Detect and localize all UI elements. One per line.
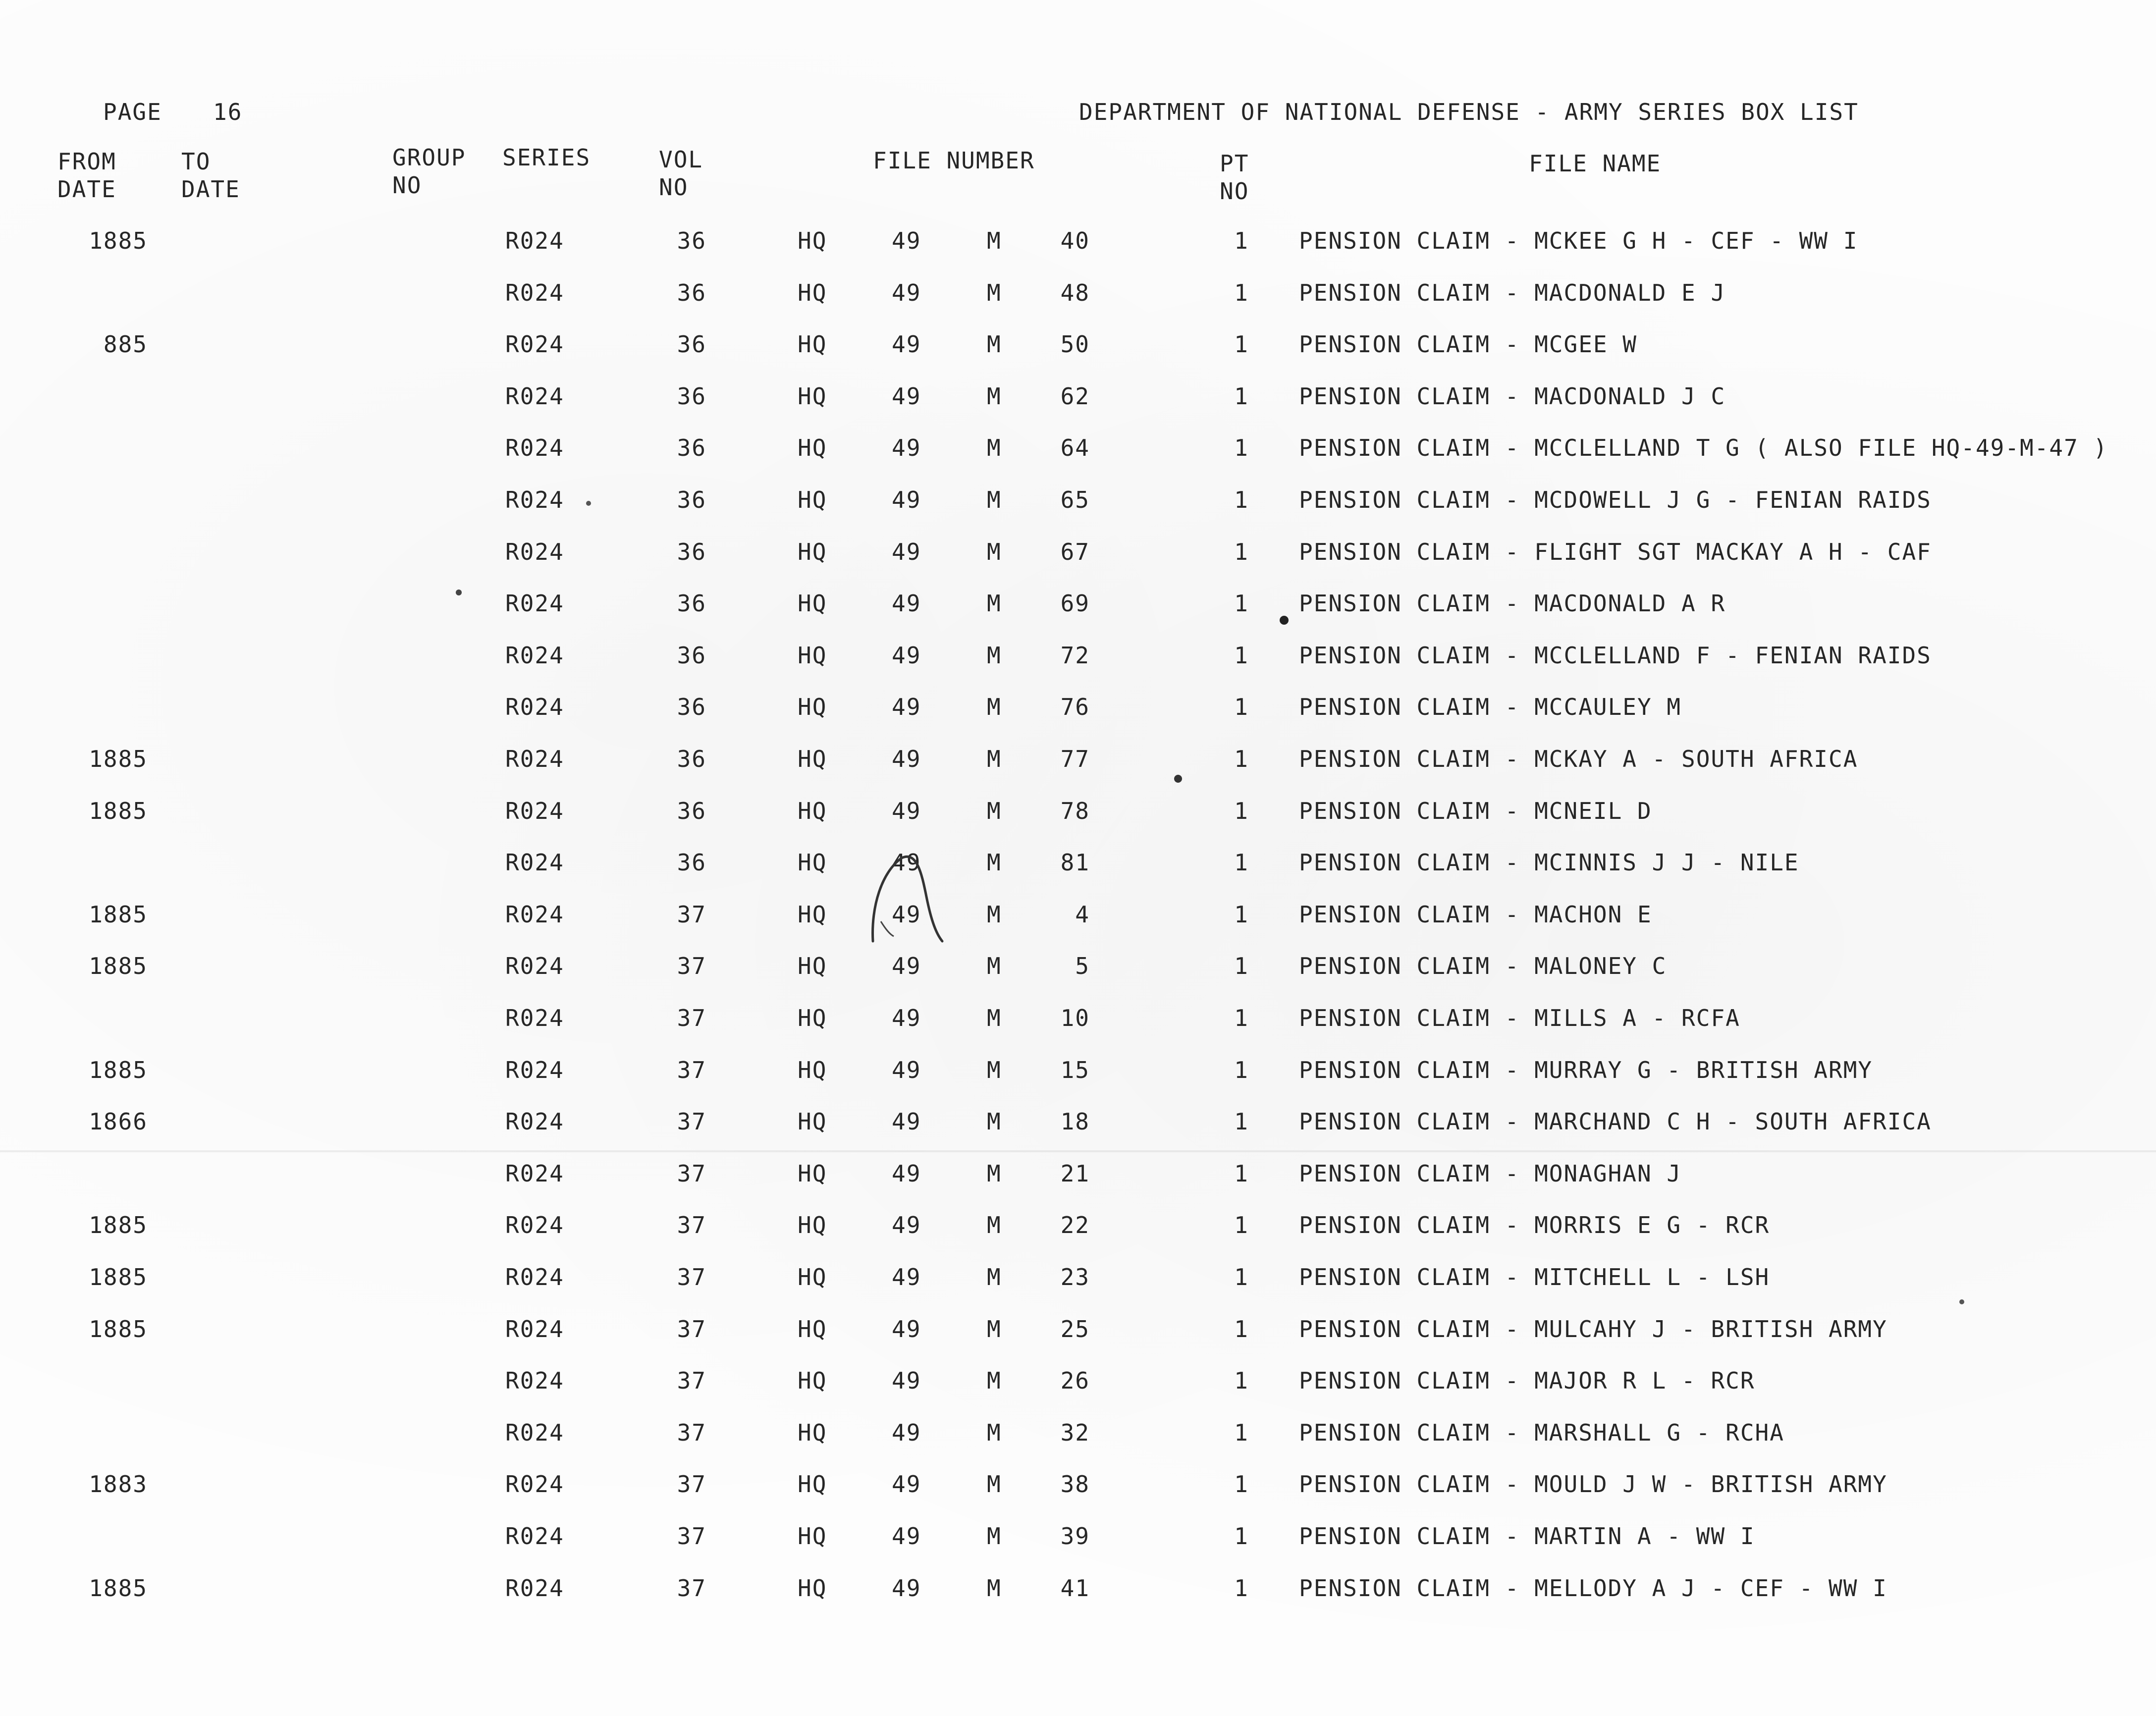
file-letter-cell: M [987, 434, 1002, 461]
vol-no-cell: 37 [677, 1212, 706, 1238]
file-secondary-cell: 76 [1060, 694, 1090, 720]
file-secondary-cell: 50 [1060, 331, 1090, 358]
series-cell: R024 [505, 849, 564, 876]
file-name-cell: PENSION CLAIM - MCCLELLAND T G ( ALSO FILE HQ-49-M-47 ) [1299, 434, 2108, 461]
series-cell: R024 [505, 1057, 564, 1083]
vol-no-cell: 37 [677, 1523, 706, 1550]
file-prefix-cell: HQ [798, 1057, 827, 1083]
file-secondary-cell: 69 [1060, 590, 1090, 617]
series-cell: R024 [505, 694, 564, 720]
file-letter-cell: M [987, 383, 1002, 410]
vol-no-cell: 37 [677, 1160, 706, 1187]
series-cell: R024 [505, 1575, 564, 1602]
file-prefix-cell: HQ [798, 901, 827, 928]
file-prefix-cell: HQ [798, 1005, 827, 1031]
file-prefix-cell: HQ [798, 1316, 827, 1342]
file-prefix-cell: HQ [798, 642, 827, 669]
file-letter-cell: M [987, 227, 1002, 254]
file-primary-cell: 49 [892, 1575, 921, 1602]
file-name-cell: PENSION CLAIM - MCCLELLAND F - FENIAN RAIDS [1299, 642, 1932, 669]
file-secondary-cell: 78 [1060, 798, 1090, 824]
file-primary-cell: 49 [892, 383, 921, 410]
pt-no-cell: 1 [1234, 1264, 1249, 1290]
file-primary-cell: 49 [892, 590, 921, 617]
series-cell: R024 [505, 279, 564, 306]
vol-no-cell: 36 [677, 383, 706, 410]
file-letter-cell: M [987, 1367, 1002, 1394]
vol-no-cell: 36 [677, 331, 706, 358]
file-name-cell: PENSION CLAIM - MACDONALD A R [1299, 590, 1726, 617]
file-prefix-cell: HQ [798, 694, 827, 720]
series-cell: R024 [505, 1367, 564, 1394]
file-secondary-cell: 62 [1060, 383, 1090, 410]
file-primary-cell: 49 [892, 434, 921, 461]
file-name-cell: PENSION CLAIM - MONAGHAN J [1299, 1160, 1682, 1187]
pt-no-cell: 1 [1234, 798, 1249, 824]
file-secondary-cell: 4 [1075, 901, 1090, 928]
file-letter-cell: M [987, 1005, 1002, 1031]
file-letter-cell: M [987, 746, 1002, 772]
file-letter-cell: M [987, 279, 1002, 306]
file-primary-cell: 49 [892, 1316, 921, 1342]
file-name-cell: PENSION CLAIM - MCKEE G H - CEF - WW I [1299, 227, 1858, 254]
file-prefix-cell: HQ [798, 849, 827, 876]
file-name-cell: PENSION CLAIM - MELLODY A J - CEF - WW I [1299, 1575, 1887, 1602]
pt-no-cell: 1 [1234, 331, 1249, 358]
file-secondary-cell: 77 [1060, 746, 1090, 772]
column-header-group-no-line1: GROUP [392, 144, 466, 171]
file-secondary-cell: 5 [1075, 953, 1090, 979]
file-name-cell: PENSION CLAIM - MARTIN A - WW I [1299, 1523, 1755, 1550]
file-prefix-cell: HQ [798, 538, 827, 565]
vol-no-cell: 37 [677, 1057, 706, 1083]
series-cell: R024 [505, 383, 564, 410]
pt-no-cell: 1 [1234, 1160, 1249, 1187]
file-letter-cell: M [987, 538, 1002, 565]
file-secondary-cell: 10 [1060, 1005, 1090, 1031]
file-letter-cell: M [987, 1057, 1002, 1083]
series-cell: R024 [505, 331, 564, 358]
from-date-cell: 1885 [89, 1575, 148, 1602]
from-date-cell: 1885 [89, 901, 148, 928]
file-primary-cell: 49 [892, 849, 921, 876]
file-primary-cell: 49 [892, 538, 921, 565]
series-cell: R024 [505, 1471, 564, 1498]
file-prefix-cell: HQ [798, 1575, 827, 1602]
series-cell: R024 [505, 434, 564, 461]
column-header-to-date-line2: DATE [181, 176, 240, 203]
vol-no-cell: 36 [677, 746, 706, 772]
file-name-cell: PENSION CLAIM - MARSHALL G - RCHA [1299, 1419, 1784, 1446]
file-prefix-cell: HQ [798, 1419, 827, 1446]
pt-no-cell: 1 [1234, 849, 1249, 876]
file-prefix-cell: HQ [798, 798, 827, 824]
file-letter-cell: M [987, 1160, 1002, 1187]
file-name-cell: PENSION CLAIM - MARCHAND C H - SOUTH AFRICA [1299, 1108, 1932, 1135]
file-secondary-cell: 18 [1060, 1108, 1090, 1135]
from-date-cell: 1885 [89, 953, 148, 979]
column-header-vol-no-line1: VOL [659, 146, 703, 173]
from-date-cell: 1883 [89, 1471, 148, 1498]
vol-no-cell: 36 [677, 642, 706, 669]
file-prefix-cell: HQ [798, 1160, 827, 1187]
file-name-cell: PENSION CLAIM - MCGEE W [1299, 331, 1637, 358]
file-primary-cell: 49 [892, 642, 921, 669]
file-prefix-cell: HQ [798, 434, 827, 461]
file-primary-cell: 49 [892, 279, 921, 306]
file-secondary-cell: 26 [1060, 1367, 1090, 1394]
file-prefix-cell: HQ [798, 1523, 827, 1550]
file-prefix-cell: HQ [798, 590, 827, 617]
series-cell: R024 [505, 1264, 564, 1290]
column-header-to-date-line1: TO [181, 148, 211, 175]
series-cell: R024 [505, 538, 564, 565]
pt-no-cell: 1 [1234, 1419, 1249, 1446]
file-primary-cell: 49 [892, 694, 921, 720]
series-cell: R024 [505, 590, 564, 617]
pt-no-cell: 1 [1234, 1471, 1249, 1498]
file-name-cell: PENSION CLAIM - MACDONALD J C [1299, 383, 1726, 410]
pt-no-cell: 1 [1234, 227, 1249, 254]
file-secondary-cell: 72 [1060, 642, 1090, 669]
page-label: PAGE [103, 99, 162, 125]
vol-no-cell: 37 [677, 1419, 706, 1446]
vol-no-cell: 37 [677, 1005, 706, 1031]
series-cell: R024 [505, 1316, 564, 1342]
file-name-cell: PENSION CLAIM - MCKAY A - SOUTH AFRICA [1299, 746, 1858, 772]
file-secondary-cell: 67 [1060, 538, 1090, 565]
file-name-cell: PENSION CLAIM - MCDOWELL J G - FENIAN RAIDS [1299, 486, 1932, 513]
vol-no-cell: 36 [677, 798, 706, 824]
pt-no-cell: 1 [1234, 746, 1249, 772]
series-cell: R024 [505, 901, 564, 928]
file-letter-cell: M [987, 331, 1002, 358]
file-prefix-cell: HQ [798, 1367, 827, 1394]
file-letter-cell: M [987, 1575, 1002, 1602]
vol-no-cell: 37 [677, 901, 706, 928]
from-date-cell: 1885 [89, 746, 148, 772]
file-secondary-cell: 32 [1060, 1419, 1090, 1446]
file-secondary-cell: 65 [1060, 486, 1090, 513]
from-date-cell: 1885 [89, 1057, 148, 1083]
file-secondary-cell: 25 [1060, 1316, 1090, 1342]
pt-no-cell: 1 [1234, 953, 1249, 979]
file-primary-cell: 49 [892, 1264, 921, 1290]
file-primary-cell: 49 [892, 901, 921, 928]
series-cell: R024 [505, 1108, 564, 1135]
file-secondary-cell: 22 [1060, 1212, 1090, 1238]
file-primary-cell: 49 [892, 798, 921, 824]
vol-no-cell: 37 [677, 1471, 706, 1498]
file-secondary-cell: 38 [1060, 1471, 1090, 1498]
file-prefix-cell: HQ [798, 331, 827, 358]
file-letter-cell: M [987, 486, 1002, 513]
series-cell: R024 [505, 1419, 564, 1446]
file-name-cell: PENSION CLAIM - MITCHELL L - LSH [1299, 1264, 1770, 1290]
vol-no-cell: 37 [677, 1108, 706, 1135]
pt-no-cell: 1 [1234, 279, 1249, 306]
file-name-cell: PENSION CLAIM - MACHON E [1299, 901, 1652, 928]
pt-no-cell: 1 [1234, 1367, 1249, 1394]
from-date-cell: 1885 [89, 1316, 148, 1342]
file-primary-cell: 49 [892, 746, 921, 772]
file-name-cell: PENSION CLAIM - MCCAULEY M [1299, 694, 1682, 720]
file-secondary-cell: 48 [1060, 279, 1090, 306]
page-number: 16 [213, 99, 243, 125]
file-secondary-cell: 39 [1060, 1523, 1090, 1550]
file-secondary-cell: 23 [1060, 1264, 1090, 1290]
series-cell: R024 [505, 642, 564, 669]
from-date-cell: 885 [103, 331, 148, 358]
file-prefix-cell: HQ [798, 953, 827, 979]
file-secondary-cell: 64 [1060, 434, 1090, 461]
column-header-vol-no-line2: NO [659, 174, 689, 201]
series-cell: R024 [505, 1005, 564, 1031]
series-cell: R024 [505, 1212, 564, 1238]
pt-no-cell: 1 [1234, 1523, 1249, 1550]
file-secondary-cell: 40 [1060, 227, 1090, 254]
file-primary-cell: 49 [892, 953, 921, 979]
pt-no-cell: 1 [1234, 694, 1249, 720]
file-name-cell: PENSION CLAIM - MACDONALD E J [1299, 279, 1726, 306]
file-primary-cell: 49 [892, 486, 921, 513]
file-secondary-cell: 15 [1060, 1057, 1090, 1083]
series-cell: R024 [505, 746, 564, 772]
pt-no-cell: 1 [1234, 1108, 1249, 1135]
file-prefix-cell: HQ [798, 1212, 827, 1238]
vol-no-cell: 37 [677, 1316, 706, 1342]
series-cell: R024 [505, 1523, 564, 1550]
column-header-pt-no-line1: PT [1220, 150, 1249, 177]
file-primary-cell: 49 [892, 1057, 921, 1083]
column-header-group-no-line2: NO [392, 172, 422, 199]
document-title: DEPARTMENT OF NATIONAL DEFENSE - ARMY SERIES BOX LIST [1079, 99, 1859, 125]
vol-no-cell: 37 [677, 1575, 706, 1602]
file-secondary-cell: 41 [1060, 1575, 1090, 1602]
vol-no-cell: 36 [677, 694, 706, 720]
file-letter-cell: M [987, 1316, 1002, 1342]
pt-no-cell: 1 [1234, 486, 1249, 513]
pt-no-cell: 1 [1234, 1212, 1249, 1238]
file-name-cell: PENSION CLAIM - MORRIS E G - RCR [1299, 1212, 1770, 1238]
file-name-cell: PENSION CLAIM - MILLS A - RCFA [1299, 1005, 1740, 1031]
vol-no-cell: 36 [677, 849, 706, 876]
file-prefix-cell: HQ [798, 746, 827, 772]
series-cell: R024 [505, 953, 564, 979]
file-name-cell: PENSION CLAIM - FLIGHT SGT MACKAY A H - CAF [1299, 538, 1932, 565]
file-primary-cell: 49 [892, 331, 921, 358]
vol-no-cell: 36 [677, 434, 706, 461]
file-primary-cell: 49 [892, 1212, 921, 1238]
series-cell: R024 [505, 227, 564, 254]
vol-no-cell: 36 [677, 279, 706, 306]
file-primary-cell: 49 [892, 1108, 921, 1135]
file-letter-cell: M [987, 798, 1002, 824]
file-name-cell: PENSION CLAIM - MAJOR R L - RCR [1299, 1367, 1755, 1394]
file-primary-cell: 49 [892, 1367, 921, 1394]
pt-no-cell: 1 [1234, 590, 1249, 617]
vol-no-cell: 36 [677, 590, 706, 617]
pt-no-cell: 1 [1234, 383, 1249, 410]
file-letter-cell: M [987, 901, 1002, 928]
file-letter-cell: M [987, 1523, 1002, 1550]
vol-no-cell: 36 [677, 486, 706, 513]
file-letter-cell: M [987, 1419, 1002, 1446]
file-letter-cell: M [987, 1471, 1002, 1498]
file-prefix-cell: HQ [798, 1471, 827, 1498]
file-letter-cell: M [987, 694, 1002, 720]
file-letter-cell: M [987, 849, 1002, 876]
column-header-pt-no-line2: NO [1220, 178, 1249, 205]
file-letter-cell: M [987, 1108, 1002, 1135]
file-prefix-cell: HQ [798, 383, 827, 410]
series-cell: R024 [505, 486, 564, 513]
series-cell: R024 [505, 798, 564, 824]
vol-no-cell: 36 [677, 538, 706, 565]
file-primary-cell: 49 [892, 1523, 921, 1550]
from-date-cell: 1885 [89, 1212, 148, 1238]
file-secondary-cell: 81 [1060, 849, 1090, 876]
pt-no-cell: 1 [1234, 434, 1249, 461]
from-date-cell: 1885 [89, 227, 148, 254]
file-letter-cell: M [987, 642, 1002, 669]
file-name-cell: PENSION CLAIM - MCINNIS J J - NILE [1299, 849, 1799, 876]
file-name-cell: PENSION CLAIM - MURRAY G - BRITISH ARMY [1299, 1057, 1873, 1083]
column-header-file-number: FILE NUMBER [873, 147, 1035, 174]
file-letter-cell: M [987, 590, 1002, 617]
series-cell: R024 [505, 1160, 564, 1187]
pt-no-cell: 1 [1234, 1005, 1249, 1031]
from-date-cell: 1866 [89, 1108, 148, 1135]
file-letter-cell: M [987, 1212, 1002, 1238]
file-name-cell: PENSION CLAIM - MOULD J W - BRITISH ARMY [1299, 1471, 1887, 1498]
pt-no-cell: 1 [1234, 538, 1249, 565]
pt-no-cell: 1 [1234, 642, 1249, 669]
from-date-cell: 1885 [89, 798, 148, 824]
file-name-cell: PENSION CLAIM - MCNEIL D [1299, 798, 1652, 824]
vol-no-cell: 36 [677, 227, 706, 254]
column-header-series: SERIES [502, 144, 591, 171]
file-prefix-cell: HQ [798, 227, 827, 254]
vol-no-cell: 37 [677, 1367, 706, 1394]
file-name-cell: PENSION CLAIM - MALONEY C [1299, 953, 1667, 979]
file-secondary-cell: 21 [1060, 1160, 1090, 1187]
file-primary-cell: 49 [892, 1160, 921, 1187]
file-prefix-cell: HQ [798, 1264, 827, 1290]
pt-no-cell: 1 [1234, 901, 1249, 928]
vol-no-cell: 37 [677, 1264, 706, 1290]
file-primary-cell: 49 [892, 227, 921, 254]
file-primary-cell: 49 [892, 1471, 921, 1498]
pt-no-cell: 1 [1234, 1575, 1249, 1602]
file-letter-cell: M [987, 953, 1002, 979]
column-header-from-date-line2: DATE [57, 176, 116, 203]
file-primary-cell: 49 [892, 1005, 921, 1031]
file-name-cell: PENSION CLAIM - MULCAHY J - BRITISH ARMY [1299, 1316, 1887, 1342]
pt-no-cell: 1 [1234, 1316, 1249, 1342]
vol-no-cell: 37 [677, 953, 706, 979]
file-prefix-cell: HQ [798, 1108, 827, 1135]
pt-no-cell: 1 [1234, 1057, 1249, 1083]
from-date-cell: 1885 [89, 1264, 148, 1290]
column-header-file-name: FILE NAME [1529, 150, 1662, 177]
file-primary-cell: 49 [892, 1419, 921, 1446]
file-prefix-cell: HQ [798, 486, 827, 513]
file-letter-cell: M [987, 1264, 1002, 1290]
file-prefix-cell: HQ [798, 279, 827, 306]
column-header-from-date-line1: FROM [57, 148, 116, 175]
